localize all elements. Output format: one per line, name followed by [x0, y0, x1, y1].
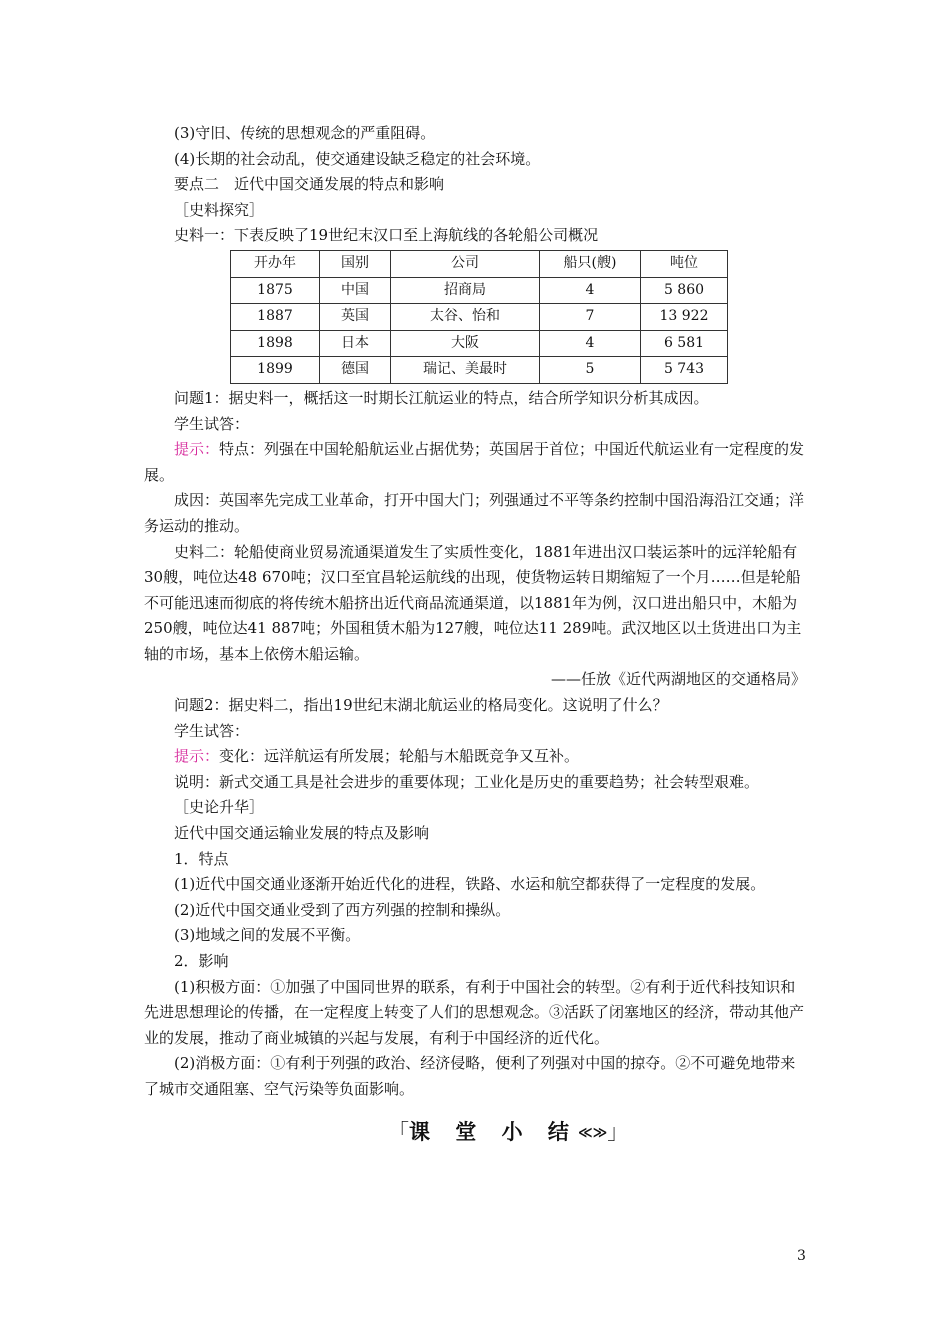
table-cell: 5 [540, 357, 641, 384]
table-cell: 英国 [320, 304, 391, 331]
explain-paragraph: 说明：新式交通工具是社会进步的重要体现；工业化是历史的重要趋势；社会转型艰难。 [174, 772, 760, 791]
table-cell: 德国 [320, 357, 391, 384]
table-cell: 1887 [231, 304, 320, 331]
table-cell: 瑞记、美最时 [391, 357, 540, 384]
decorative-mark-icon: ≪≫ [577, 1125, 608, 1141]
hint-label: 提示： [174, 747, 220, 766]
table-row [231, 330, 728, 357]
table-header: 开办年 [231, 250, 320, 277]
effect-item: (2)消极方面：①有利于列强的政治、经济侵略，便利了列强对中国的掠夺。②不可避免地带来了城市交通阻塞、空气污染等负面影响。 [144, 1054, 796, 1098]
effect-item: (1)积极方面：①加强了中国同世界的联系，有利于中国社会的转型。②有利于近代科技知识和先进思想理论的传播，在一定程度上转变了人们的思想观念。③活跃了闭塞地区的经济，带动其他产业的发展，推动了商业城镇的兴起与发展，有利于中国经济的近代化。 [144, 977, 805, 1047]
cause-paragraph: 成因：英国率先完成工业革命，打开中国大门；列强通过不平等条约控制中国沿海沿江交通；洋务运动的推动。 [144, 491, 805, 535]
table-cell: 7 [540, 304, 641, 331]
subsection-label: ［史论升华］ [174, 798, 265, 817]
section-heading: 要点二 近代中国交通发展的特点和影响 [174, 175, 445, 194]
table-cell: 13 922 [641, 304, 728, 331]
table-row [231, 304, 728, 331]
table-cell: 大阪 [391, 330, 540, 357]
table-cell: 5 860 [641, 277, 728, 304]
hint-label: 提示： [174, 440, 220, 459]
table-cell: 1875 [231, 277, 320, 304]
table-header: 公司 [391, 250, 540, 277]
class-summary-title: 课 堂 小 结 [409, 1120, 578, 1144]
source-intro: 史料一：下表反映了19世纪末汉口至上海航线的各轮船公司概况 [174, 226, 599, 245]
question-1: 问题1：据史料一，概括这一时期长江航运业的特点，结合所学知识分析其成因。 [174, 388, 709, 407]
body-text [144, 121, 808, 1103]
citation: ——任放《近代两湖地区的交通格局》 [550, 670, 806, 689]
feature-item: (1)近代中国交通业逐渐开始近代化的进程，铁路、水运和航空都获得了一定程度的发展。 [174, 875, 766, 894]
hint-text: 变化：远洋航运有所发展；轮船与木船既竞争又互补。 [219, 747, 580, 766]
table-row [231, 277, 728, 304]
table-header: 吨位 [641, 250, 728, 277]
table-cell: 日本 [320, 330, 391, 357]
hint-text: 特点：列强在中国轮船航运业占据优势；英国居于首位；中国近代航运业有一定程度的发展。 [144, 440, 805, 484]
student-answer-label: 学生试答： [174, 414, 250, 433]
bracket-open: 「 [388, 1120, 409, 1144]
shipping-table [230, 250, 728, 384]
table-cell: 4 [540, 277, 641, 304]
table-cell: 5 743 [641, 357, 728, 384]
feature-item: (2)近代中国交通业受到了西方列强的控制和操纵。 [174, 900, 511, 919]
page-number: 3 [797, 1248, 806, 1264]
feature-item: (3)地域之间的发展不平衡。 [174, 926, 361, 945]
summary-heading: 2．影响 [174, 952, 229, 970]
text-line: (3)守旧、传统的思想观念的严重阻碍。 [174, 124, 436, 142]
text-line: (4)长期的社会动乱，使交通建设缺乏稳定的社会环境。 [174, 149, 541, 168]
question-2: 问题2：据史料二，指出19世纪末湖北航运业的格局变化。这说明了什么？ [174, 696, 668, 715]
hint-paragraph [144, 744, 808, 770]
table-cell: 太谷、怡和 [391, 304, 540, 331]
hint-paragraph [144, 437, 808, 488]
class-summary-banner [388, 1116, 628, 1146]
table-row [231, 357, 728, 384]
table-cell: 4 [540, 330, 641, 357]
bracket-close: 」 [607, 1120, 629, 1144]
table-header: 船只(艘) [540, 250, 641, 277]
student-answer-label: 学生试答： [174, 721, 250, 740]
table-cell: 招商局 [391, 277, 540, 304]
table-cell: 1898 [231, 330, 320, 357]
summary-title: 近代中国交通运输业发展的特点及影响 [174, 824, 430, 843]
subsection-label: ［史料探究］ [174, 200, 265, 219]
summary-heading: 1．特点 [174, 849, 229, 868]
table-header: 国别 [320, 250, 391, 277]
source-2-paragraph: 史料二：轮船使商业贸易流通渠道发生了实质性变化，1881年进出汉口装运茶叶的远洋轮船有30艘，吨位达48 670吨；汉口至宜昌轮运航线的出现，使货物运转日期缩短了一个月……但是轮船不可能迅速而彻底的将传统木船挤出近代商品流通渠道，以1881年为例，汉口进出船只中，木船为250艘，吨位达41 887吨；外国租赁木船为127艘，吨位达11 289吨。武汉地区以土货进出口为主轴的市场，基本上依傍木船运输。 [144, 542, 802, 663]
table-header-row [231, 250, 728, 277]
table-cell: 6 581 [641, 330, 728, 357]
table-cell: 中国 [320, 277, 391, 304]
table-cell: 1899 [231, 357, 320, 384]
